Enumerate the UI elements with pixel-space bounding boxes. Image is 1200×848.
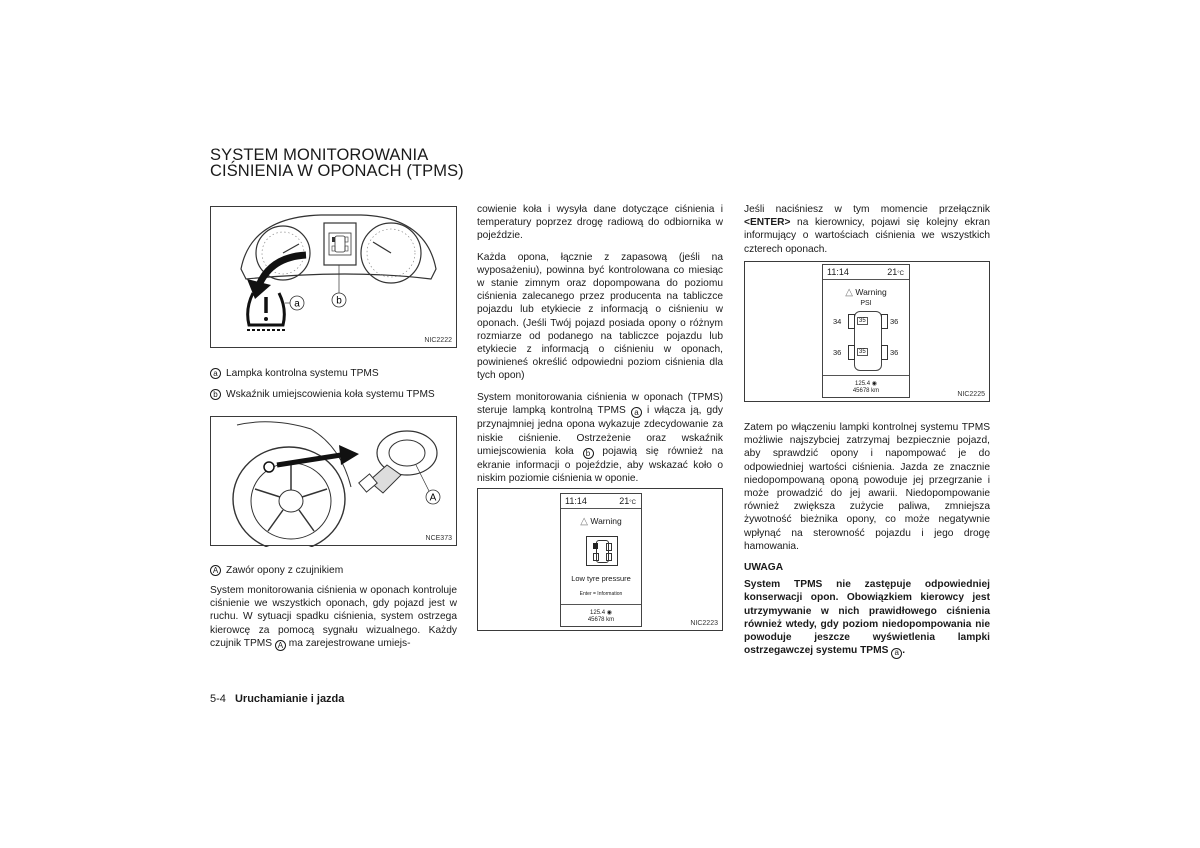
trip-readout: 125.4 ◉	[855, 381, 877, 387]
col3-paragraph-2: Zatem po włączeniu lampki kontrolnej systemu TPMS możliwie najszybciej zatrzymaj bezpiecznie pojazd, aby sprawdzić opony i napompować je do odpowiedniej wartości ciśnienia. Jazda ze znacznie niedopompowaną oponą powoduje jej przegrzanie i może prowadzić do jej awarii. Niedopompowanie również zwiększa zużycie paliwa, zmniejsza żywotność bieżnika opony, co może negatywnie wpłynąć na sterowność pojazdu i jego drogę hamowania.	[744, 422, 990, 552]
figure-code: NCE373	[425, 535, 452, 542]
tyre-rr-icon	[881, 345, 888, 360]
temperature: 21°C	[887, 267, 904, 277]
figure-code: NIC2223	[690, 620, 718, 627]
pressure-unit: PSI	[860, 300, 872, 307]
front-right-pressure: 36	[890, 317, 899, 326]
figure-instrument-cluster	[210, 206, 457, 348]
tyre-rl-icon	[848, 345, 855, 360]
tyre-fl-icon	[848, 314, 855, 329]
enter-key: <ENTER>	[744, 217, 791, 229]
col2-paragraph-1: cowienie koła i wysyła dane dotyczące ciśnienia i temperatury poprzez drogę radiową do odbiornika w pojeździe.	[477, 204, 723, 242]
col2-text	[477, 203, 723, 494]
callout-b: b	[336, 295, 342, 307]
enter-hint: Enter = Information	[579, 591, 623, 597]
col1-text	[210, 584, 457, 659]
marker-a: a	[210, 368, 221, 379]
temperature: 21°C	[619, 496, 636, 506]
legend-text-a: Lampka kontrolna systemu TPMS	[226, 368, 379, 379]
marker-A: A	[210, 565, 221, 576]
col3-text-top	[744, 203, 990, 264]
legend-item-b	[210, 388, 435, 401]
front-left-pressure: 34	[833, 317, 842, 326]
legend-text-A: Zawór opony z czujnikiem	[226, 565, 344, 576]
display-screen	[560, 493, 642, 627]
tyre-fr-icon	[881, 314, 888, 329]
trip-readout: 125.4 ◉	[590, 610, 612, 616]
warning-triangle-icon: △	[845, 287, 853, 298]
warning-row: △ Warning	[580, 516, 622, 527]
tyre-indicator-icon	[586, 536, 618, 566]
clock: 11:14	[565, 496, 587, 506]
marker-b: b	[210, 389, 221, 400]
title-line-2: CIŚNIENIA W OPONACH (TPMS)	[210, 162, 464, 180]
page-number: 5-4	[210, 693, 226, 705]
col2-paragraph-2: Każda opona, łącznie z zapasową (jeśli na wyposażeniu), powinna być kontrolowana co miesiąc w stanie zimnym oraz dopompowana do poziomu ciśnienia zalecanego przez producenta na tabliczce pojazdu lub etykiecie z informacją o ciśnieniu w oponach. (Jeśli Twój pojazd posiada opony o różnym rozmiarze od podanego na tabliczce pojazdu lub etykiecie z informacją o ciśnieniu w oponach, powinieneś określić odpowiedni poziom ciśnienia dla tych opon)	[477, 251, 723, 382]
instrument-cluster-drawing	[211, 207, 458, 349]
display-screen	[822, 264, 910, 398]
legend-item-A	[210, 564, 343, 577]
figure-wheel-valve	[210, 416, 457, 546]
warning-row: △ Warning	[845, 287, 887, 298]
clock: 11:14	[827, 267, 849, 277]
low-pressure-message: Low tyre pressure	[571, 574, 631, 583]
caution-heading: UWAGA	[744, 562, 784, 574]
callout-A: A	[429, 492, 437, 504]
figure-code: NIC2222	[424, 337, 452, 344]
legend-text-b: Wskaźnik umiejscowienia koła systemu TPMS	[226, 389, 435, 400]
col1-paragraph-1: System monitorowania ciśnienia w oponach kontroluje ciśnienie we wszystkich oponach, gdy pojazd jest w ruchu. W sytuacji spadku ciśnienia, system ostrzega kierowcę za pomocą sygnału wizualnego. Każdy czujnik TPMS A ma zarejestrowane umiejs-	[210, 585, 457, 650]
title-line-1: SYSTEM MONITOROWANIA	[210, 146, 429, 164]
figure-pressures-screen	[744, 261, 990, 402]
front-center-pressure: 35	[859, 318, 866, 324]
figure-low-pressure-screen	[477, 488, 723, 631]
warning-triangle-icon: △	[580, 516, 588, 527]
page-footer	[210, 693, 344, 705]
marker-b-inline: b	[583, 448, 594, 459]
fuel-icon: ◉	[871, 381, 877, 387]
col3-paragraph-1: Jeśli naciśniesz w tym momencie przełącznik <ENTER> na kierownicy, pojawi się kolejny ekran informujący o wartościach ciśnienia we wszystkich czterech oponach.	[744, 204, 990, 255]
rear-center-pressure: 35	[859, 349, 866, 355]
legend-item-a	[210, 367, 379, 380]
odometer: 45678 km	[587, 617, 615, 623]
wheel-valve-drawing	[211, 417, 458, 547]
caution-text: System TPMS nie zastępuje odpowiedniej konserwacji opon. Obowiązkiem kierowcy jest utrzymywanie w nich prawidłowego ciśnienia również wtedy, gdy poziom niedopompowania nie powoduje jeszcze wyświetlenia lampki ostrzegawczej systemu TPMS a .	[744, 579, 990, 658]
fuel-icon: ◉	[606, 610, 612, 616]
rear-right-pressure: 36	[890, 348, 899, 357]
marker-a-inline: a	[631, 407, 642, 418]
odometer: 45678 km	[852, 388, 880, 394]
section-name: Uruchamianie i jazda	[234, 693, 345, 705]
col3-text-bottom	[744, 421, 990, 667]
marker-a-caution: a	[891, 648, 902, 659]
page-title	[210, 147, 464, 179]
figure-code: NIC2225	[957, 391, 985, 398]
marker-A-inline: A	[275, 640, 286, 651]
col2-paragraph-3: System monitorowania ciśnienia w oponach (TPMS) steruje lampką kontrolną TPMS a i włącza ją, gdy przynajmniej jedna opona wykazuje zdecydowanie za niskie ciśnienie. Ostrzeżenie oraz wskaźnik umiejscowienia koła b pojawią się również na ekranie informacji o pojeździe, aby wskazać koło o niskim poziomie ciśnienia w oponie.	[477, 391, 723, 485]
rear-left-pressure: 36	[833, 348, 842, 357]
callout-a: a	[294, 298, 300, 310]
